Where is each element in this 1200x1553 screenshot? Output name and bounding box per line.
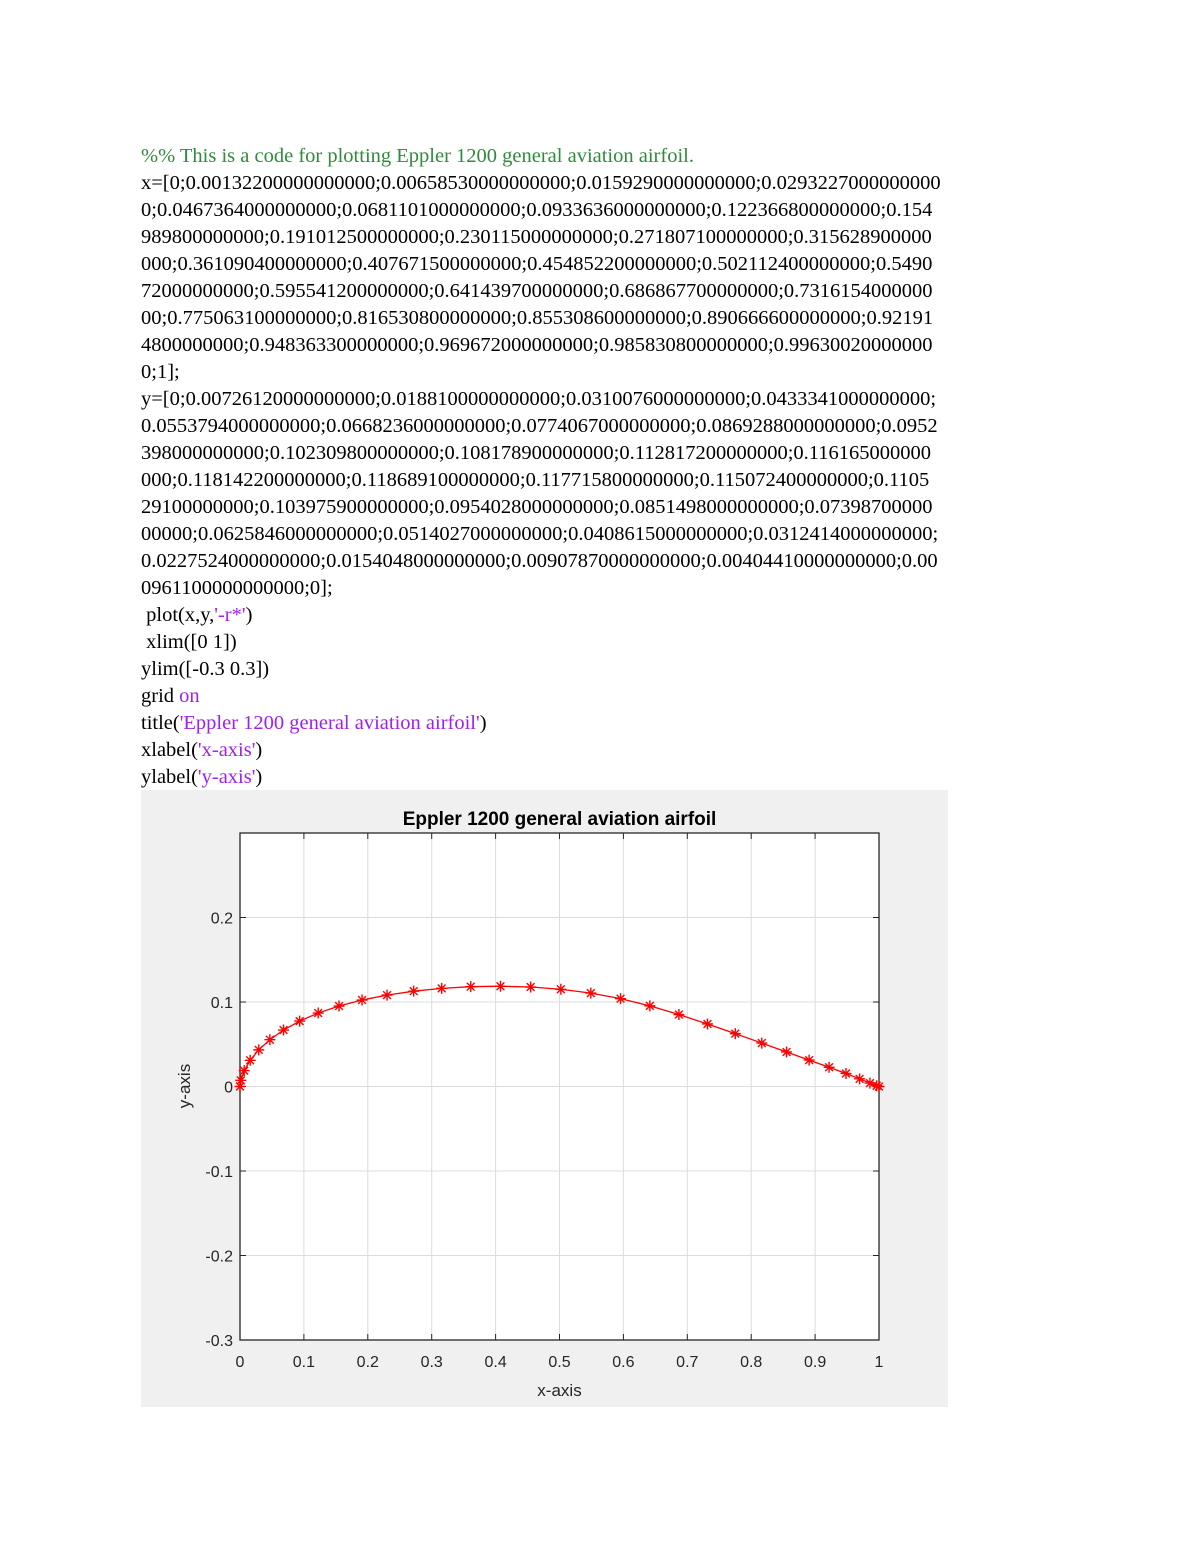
code-x-line-4: 000;0.361090400000000;0.407671500000000;0.454852200000000;0.502112400000000;0.5490 [141,253,933,275]
y-axis-label: y-axis [175,1063,194,1109]
code-plot-line: plot(x,y,'-r*') [141,604,253,626]
x-tick-label: 0.6 [612,1354,635,1371]
code-grid-line: grid on [141,685,200,707]
code-y-line-5: 29100000000;0.103975900000000;0.0954028000000000;0.0851498000000000;0.07398700000 [141,496,933,518]
code-x-line-6: 00;0.775063100000000;0.816530800000000;0.855308600000000;0.890666600000000;0.92191 [141,307,934,329]
code-y-line-7: 0.0227524000000000;0.0154048000000000;0.00907870000000000;0.00404410000000000;0.00 [141,550,938,572]
code-comment: %% This is a code for plotting Eppler 1200 general aviation airfoil. [141,145,694,167]
data-point-marker [874,1081,885,1092]
x-tick-label: 0.5 [548,1354,571,1371]
data-point-marker [278,1025,289,1036]
data-point-marker [525,982,536,993]
code-x-line-7: 4800000000;0.948363300000000;0.969672000000000;0.985830800000000;0.99630020000000 [141,334,933,356]
data-point-marker [644,1000,655,1011]
data-point-marker [673,1009,684,1020]
data-point-marker [245,1055,256,1066]
x-tick-label: 0.3 [420,1354,443,1371]
airfoil-chart [141,790,948,1407]
data-point-marker [854,1073,865,1084]
x-tick-label: 0 [235,1354,245,1371]
data-point-marker [824,1062,835,1073]
x-tick-label: 0.9 [803,1354,827,1371]
data-point-marker [781,1046,792,1057]
code-xlim-line: xlim([0 1]) [141,631,237,653]
y-tick-label: -0.3 [205,1333,233,1350]
data-point-marker [334,1001,345,1012]
code-y-line-3: 398000000000;0.102309800000000;0.108178900000000;0.112817200000000;0.116165000000 [141,442,932,464]
data-point-marker [408,986,419,997]
x-tick-label: 0.8 [740,1354,763,1371]
data-point-marker [239,1065,250,1076]
data-point-marker [313,1008,324,1019]
data-point-marker [615,993,626,1004]
data-point-marker [702,1018,713,1029]
data-point-marker [585,988,596,999]
code-y-line-6: 00000;0.0625846000000000;0.0514027000000000;0.0408615000000000;0.0312414000000000; [141,523,939,545]
x-axis-label: x-axis [537,1381,582,1400]
y-tick-label: -0.1 [205,1164,233,1181]
code-y-line-1: y=[0;0.00726120000000000;0.0188100000000000;0.0310076000000000;0.0433341000000000; [141,388,937,410]
y-tick-label: 0 [224,1079,233,1097]
code-x-line-1: x=[0;0.00132200000000000;0.00658530000000000;0.0159290000000000;0.0293227000000000 [141,172,941,194]
data-point-marker [804,1055,815,1066]
code-x-line-5: 72000000000;0.595541200000000;0.641439700000000;0.686867700000000;0.7316154000000 [141,280,933,302]
data-point-marker [465,981,476,992]
data-point-marker [253,1044,264,1055]
x-tick-label: 0.2 [356,1354,379,1371]
code-ylim-line: ylim([-0.3 0.3]) [141,658,270,680]
data-point-marker [357,995,368,1006]
data-point-marker [730,1028,741,1039]
y-tick-label: 0.2 [210,910,233,928]
code-x-line-2: 0;0.0467364000000000;0.0681101000000000;0.0933636000000000;0.122366800000000;0.154 [141,199,933,221]
x-tick-label: 0.1 [292,1354,316,1371]
y-tick-label: -0.2 [205,1248,233,1266]
code-ylabel-line: ylabel('y-axis') [141,766,263,788]
data-point-marker [841,1068,852,1079]
code-x-line-3: 989800000000;0.191012500000000;0.230115000000000;0.271807100000000;0.315628900000 [141,226,932,248]
data-point-marker [555,984,566,995]
code-y-line-8: 0961100000000000;0]; [141,577,333,599]
x-tick-label: 1 [874,1354,884,1371]
x-tick-label: 0.4 [484,1354,507,1371]
y-tick-label: 0.1 [210,995,233,1012]
x-tick-label: 0.7 [676,1354,699,1371]
code-title-line: title('Eppler 1200 general aviation airfoil') [141,712,487,734]
data-point-marker [294,1016,305,1027]
data-point-marker [235,1075,246,1086]
code-xlabel-line: xlabel('x-axis') [141,739,263,761]
data-point-marker [382,990,393,1001]
code-y-line-2: 0.0553794000000000;0.0668236000000000;0.0774067000000000;0.0869288000000000;0.0952 [141,415,938,437]
data-point-marker [264,1034,275,1045]
chart-title: Eppler 1200 general aviation airfoil [402,809,717,830]
data-point-marker [756,1038,767,1049]
code-listing [141,143,1061,791]
code-y-line-4: 000;0.118142200000000;0.118689100000000;0.117715800000000;0.115072400000000;0.1105 [141,469,930,491]
data-point-marker [436,983,447,994]
data-point-marker [495,981,506,992]
figure-window [141,790,948,1407]
code-x-line-8: 0;1]; [141,361,180,383]
